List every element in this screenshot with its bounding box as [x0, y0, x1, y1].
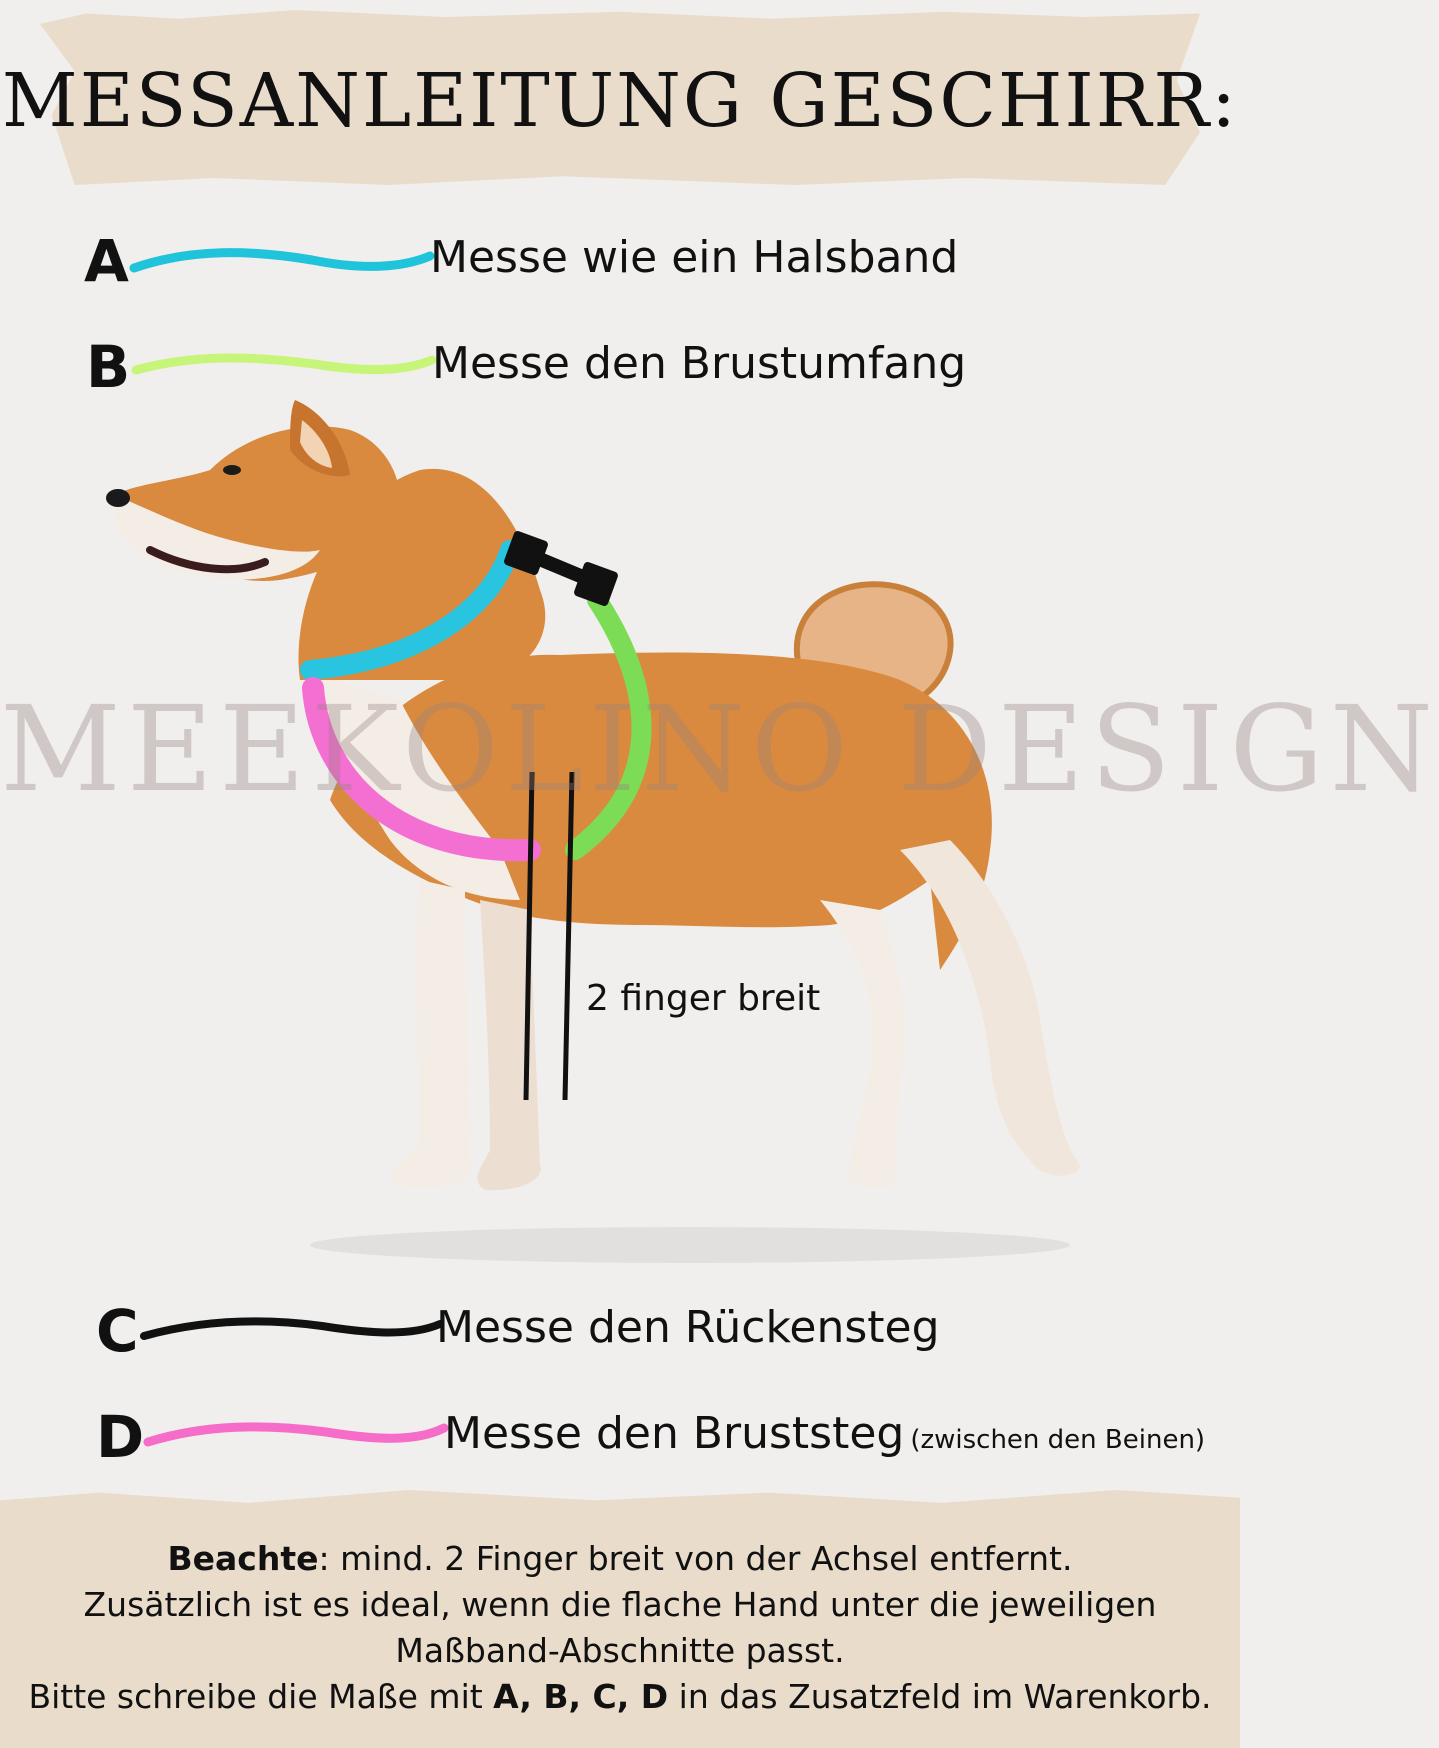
- note-line-4-pre: Bitte schreibe die Maße mit: [28, 1677, 494, 1716]
- note-line-4: [0, 1674, 1240, 1720]
- legend-text-d-note: (zwischen den Beinen): [910, 1425, 1206, 1455]
- legend-text-d: [444, 1408, 1206, 1459]
- watermark: MEEKOLINO DESIGN: [0, 680, 1439, 818]
- legend-stroke-d-path: [148, 1427, 444, 1442]
- legend-stroke-c-path: [144, 1321, 440, 1336]
- legend-stroke-a: [132, 240, 432, 280]
- note-line-1-rest: : mind. 2 Finger breit von der Achsel entfernt.: [318, 1539, 1073, 1578]
- legend-stroke-d: [146, 1416, 446, 1456]
- dog-hind-leg-left: [820, 900, 904, 1188]
- dog-hind-leg-right: [900, 840, 1080, 1176]
- note-line-2: Zusätzlich ist es ideal, wenn die flache Hand unter die jeweiligen: [83, 1585, 1157, 1624]
- legend-stroke-a-path: [134, 253, 430, 268]
- note-beachte: Beachte: [167, 1539, 319, 1578]
- note-line-4-bold: A, B, C, D: [493, 1677, 669, 1716]
- dog-front-leg-left: [392, 880, 470, 1188]
- legend-text-d-main: Messe den Bruststeg: [444, 1408, 905, 1459]
- legend-stroke-c: [142, 1310, 442, 1350]
- dog-illustration: [0, 380, 1439, 1280]
- dog-eye: [223, 465, 241, 475]
- note-line-1: [0, 1536, 1240, 1582]
- legend-letter-c: C: [96, 1297, 139, 1365]
- harness-connector-back: [573, 561, 619, 607]
- note-line-4-post: in das Zusatzfeld im Warenkorb.: [668, 1677, 1212, 1716]
- legend-text-b: Messe den Brustumfang: [432, 338, 967, 389]
- legend-letter-a: A: [84, 227, 129, 295]
- legend-text-a: Messe wie ein Halsband: [430, 232, 959, 283]
- measurement-note: [0, 1536, 1240, 1720]
- legend-letter-d: D: [96, 1403, 145, 1471]
- ground-shadow: [310, 1227, 1070, 1263]
- finger-width-label: 2 finger breit: [586, 978, 821, 1019]
- page-title: MESSANLEITUNG GESCHIRR:: [1, 58, 1239, 144]
- legend-stroke-b-path: [136, 358, 432, 370]
- note-line-3: Maßband-Abschnitte passt.: [395, 1631, 845, 1670]
- dog-nose: [106, 489, 130, 507]
- legend-letter-b: B: [86, 333, 131, 401]
- legend-text-c: Messe den Rückensteg: [436, 1302, 940, 1353]
